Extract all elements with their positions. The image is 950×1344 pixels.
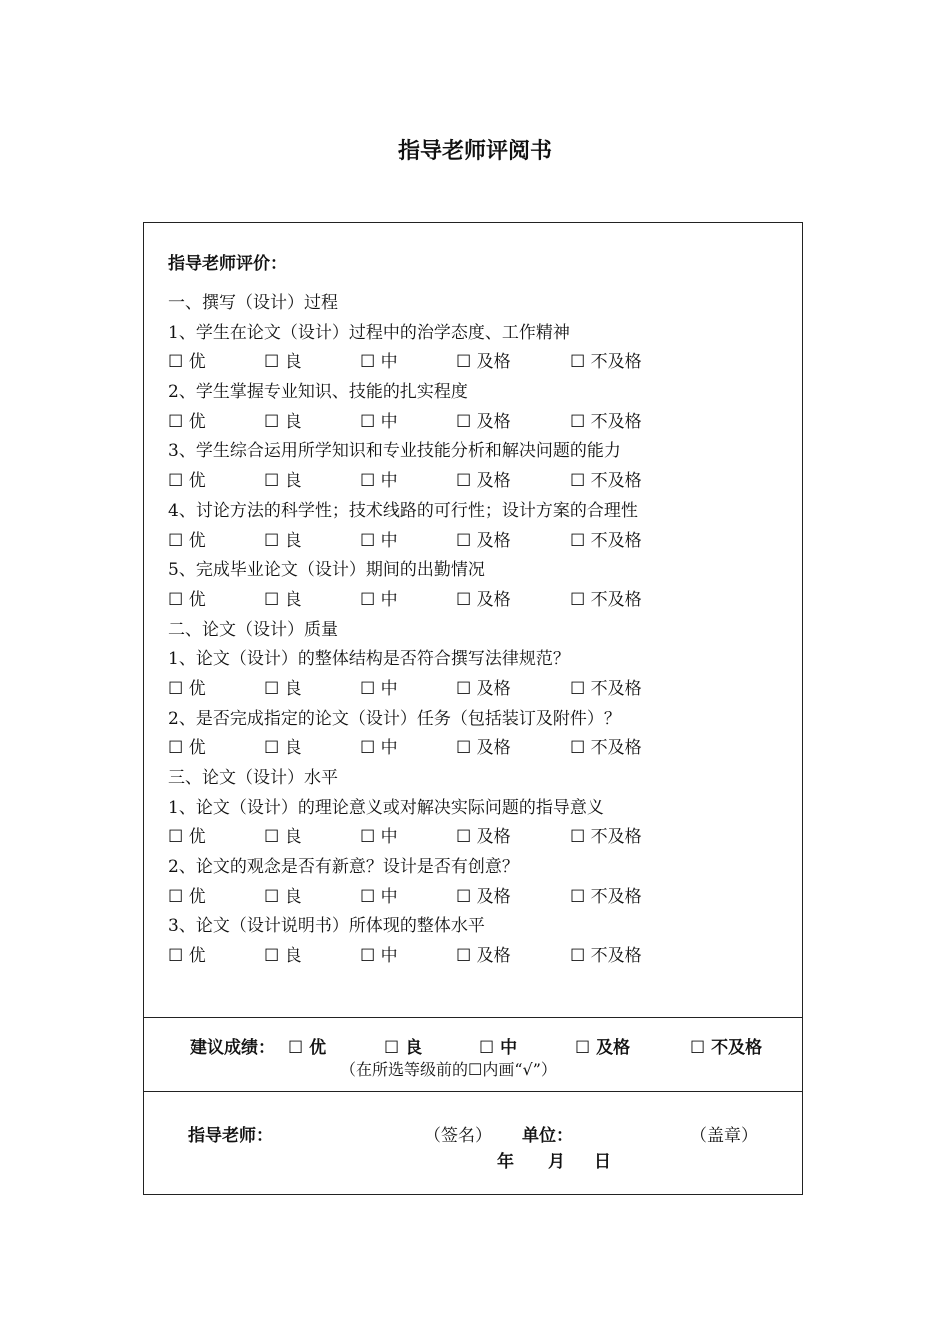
rating-option-label: 中	[380, 946, 398, 967]
checkbox-icon[interactable]: ☐	[360, 738, 376, 759]
rating-option-zhong[interactable]	[360, 883, 398, 913]
checkbox-icon[interactable]: ☐	[570, 589, 586, 610]
rating-option-you[interactable]	[168, 467, 206, 497]
rating-option-bujige[interactable]	[570, 942, 642, 972]
rating-option-label: 优	[188, 530, 206, 551]
rating-option-label: 中	[380, 352, 398, 373]
section-title: 二、论文（设计）质量	[168, 619, 338, 640]
rating-option-liang[interactable]	[264, 883, 302, 913]
rating-option-label: 良	[284, 352, 302, 373]
grade-option-label: 良	[405, 1038, 423, 1058]
checkbox-icon[interactable]: ☐	[360, 886, 376, 907]
checkbox-icon[interactable]: ☐	[264, 471, 280, 492]
rating-options-row	[168, 348, 788, 378]
date-year: 年	[497, 1152, 514, 1172]
section-title: 三、论文（设计）水平	[168, 768, 338, 788]
rating-option-label: 中	[380, 886, 398, 907]
signature-row	[144, 1099, 802, 1195]
checkbox-icon[interactable]: ☐	[456, 471, 472, 492]
rating-option-liang[interactable]	[264, 675, 302, 705]
rating-options-row	[168, 823, 788, 853]
rating-option-jige[interactable]	[456, 942, 511, 972]
rating-option-label: 优	[188, 352, 206, 373]
rating-option-jige[interactable]	[456, 348, 511, 378]
rating-option-liang[interactable]	[264, 586, 302, 616]
rating-option-liang[interactable]	[264, 348, 302, 378]
rating-option-zhong[interactable]	[360, 527, 398, 557]
rating-option-label: 及格	[476, 589, 511, 610]
rating-option-label: 不及格	[590, 471, 642, 492]
rating-option-liang[interactable]	[264, 823, 302, 853]
grade-option-label: 不及格	[711, 1038, 763, 1058]
rating-option-you[interactable]	[168, 348, 206, 378]
rating-option-zhong[interactable]	[360, 408, 398, 438]
rating-option-zhong[interactable]	[360, 586, 398, 616]
rating-option-you[interactable]	[168, 675, 206, 705]
rating-option-bujige[interactable]	[570, 527, 642, 557]
criterion-text: 3、学生综合运用所学知识和专业技能分析和解决问题的能力	[168, 441, 621, 462]
grade-option-you[interactable]: ☐ 优	[288, 1038, 327, 1058]
checkbox-icon[interactable]: ☐	[168, 530, 184, 551]
rating-option-label: 及格	[476, 411, 511, 432]
evaluation-section	[144, 223, 802, 1017]
rating-options-row	[168, 467, 788, 497]
rating-option-label: 中	[380, 589, 398, 610]
checkbox-icon[interactable]: ☐	[456, 827, 472, 848]
rating-option-bujige[interactable]	[570, 823, 642, 853]
criterion-text: 4、讨论方法的科学性；技术线路的可行性；设计方案的合理性	[168, 500, 638, 521]
rating-option-label: 中	[380, 738, 398, 759]
checkbox-icon[interactable]: ☐	[168, 589, 184, 610]
rating-options-row	[168, 883, 788, 913]
checkbox-icon[interactable]: ☐	[360, 678, 376, 699]
checkbox-icon[interactable]: ☐	[456, 411, 472, 432]
checkbox-icon[interactable]: ☐	[264, 678, 280, 699]
page-title: 指导老师评阅书	[397, 139, 552, 164]
checkbox-icon[interactable]: ☐	[264, 411, 280, 432]
rating-option-liang[interactable]	[264, 942, 302, 972]
rating-option-jige[interactable]	[456, 586, 511, 616]
checkbox-icon[interactable]: ☐	[570, 946, 586, 967]
checkbox-icon[interactable]: ☐	[168, 678, 184, 699]
rating-option-jige[interactable]	[456, 675, 511, 705]
rating-option-label: 中	[380, 678, 398, 699]
rating-option-label: 不及格	[590, 738, 642, 759]
checkbox-icon[interactable]: ☐	[570, 352, 586, 373]
grade-option-label: 中	[500, 1038, 518, 1058]
rating-option-you[interactable]	[168, 883, 206, 913]
checkbox-icon[interactable]: ☐	[360, 946, 376, 967]
unit-label: 单位：	[522, 1126, 573, 1146]
rating-option-label: 及格	[476, 352, 511, 373]
checkbox-icon[interactable]: ☐	[168, 411, 184, 432]
rating-option-bujige[interactable]	[570, 467, 642, 497]
checkbox-icon[interactable]: ☐	[360, 589, 376, 610]
date-day: 日	[594, 1152, 611, 1172]
rating-option-you[interactable]	[168, 586, 206, 616]
sign-hint: （签名）	[424, 1126, 492, 1146]
criterion-text: 1、论文（设计）的理论意义或对解决实际问题的指导意义	[168, 797, 604, 818]
rating-option-label: 良	[284, 886, 302, 907]
rating-option-label: 中	[380, 471, 398, 492]
grade-option-jige[interactable]: ☐ 及格	[575, 1038, 631, 1058]
rating-option-label: 优	[188, 678, 206, 699]
checkbox-icon[interactable]: ☐	[456, 589, 472, 610]
rating-option-you[interactable]	[168, 734, 206, 764]
checkbox-icon[interactable]: ☐	[570, 678, 586, 699]
rating-option-you[interactable]	[168, 942, 206, 972]
rating-option-bujige[interactable]	[570, 586, 642, 616]
checkbox-icon[interactable]: ☐	[570, 738, 586, 759]
rating-option-label: 良	[284, 946, 302, 967]
rating-option-label: 良	[284, 738, 302, 759]
rating-option-label: 不及格	[590, 411, 642, 432]
rating-option-liang[interactable]	[264, 408, 302, 438]
checkbox-icon[interactable]: ☐	[168, 827, 184, 848]
rating-option-zhong[interactable]	[360, 942, 398, 972]
grade-label: 建议成绩：	[190, 1038, 275, 1058]
divider	[144, 1091, 802, 1092]
checkbox-icon[interactable]: ☐	[456, 738, 472, 759]
rating-option-label: 中	[380, 827, 398, 848]
rating-option-label: 中	[380, 530, 398, 551]
rating-options-row	[168, 527, 788, 557]
rating-option-zhong[interactable]	[360, 348, 398, 378]
rating-option-bujige[interactable]	[570, 734, 642, 764]
checkbox-icon[interactable]: ☐	[264, 589, 280, 610]
checkbox-icon[interactable]: ☐	[264, 738, 280, 759]
rating-option-label: 不及格	[590, 678, 642, 699]
rating-options-row	[168, 942, 788, 972]
seal-hint: （盖章）	[690, 1126, 758, 1146]
checkbox-icon[interactable]: ☐	[168, 471, 184, 492]
rating-option-label: 良	[284, 827, 302, 848]
grade-option-zhong[interactable]: ☐ 中	[479, 1038, 518, 1058]
rating-option-label: 及格	[476, 738, 511, 759]
rating-options-row	[168, 675, 788, 705]
rating-option-label: 不及格	[590, 589, 642, 610]
checkbox-icon[interactable]: ☐	[168, 352, 184, 373]
checkbox-icon[interactable]: ☐	[456, 678, 472, 699]
rating-option-jige[interactable]	[456, 408, 511, 438]
rating-options-row	[168, 734, 788, 764]
rating-option-you[interactable]	[168, 527, 206, 557]
rating-option-label: 优	[188, 827, 206, 848]
rating-option-label: 优	[188, 471, 206, 492]
rating-options-row	[168, 586, 788, 616]
rating-options-row	[168, 408, 788, 438]
checkbox-icon[interactable]: ☐	[168, 946, 184, 967]
checkbox-icon[interactable]: ☐	[456, 352, 472, 373]
checkbox-icon[interactable]: ☐	[360, 827, 376, 848]
grade-option-liang[interactable]: ☐ 良	[384, 1038, 423, 1058]
date-month: 月	[548, 1152, 565, 1172]
rating-option-label: 优	[188, 411, 206, 432]
checkbox-icon[interactable]: ☐	[264, 352, 280, 373]
rating-option-jige[interactable]	[456, 734, 511, 764]
rating-option-label: 及格	[476, 530, 511, 551]
rating-option-label: 良	[284, 589, 302, 610]
checkbox-icon[interactable]: ☐	[570, 886, 586, 907]
checkbox-icon[interactable]: ☐	[264, 530, 280, 551]
rating-option-jige[interactable]	[456, 527, 511, 557]
rating-option-label: 及格	[476, 471, 511, 492]
checkbox-icon[interactable]: ☐	[456, 886, 472, 907]
rating-option-zhong[interactable]	[360, 675, 398, 705]
criterion-text: 1、论文（设计）的整体结构是否符合撰写法律规范？	[168, 649, 570, 670]
rating-option-label: 良	[284, 678, 302, 699]
rating-option-label: 不及格	[590, 946, 642, 967]
criterion-text: 1、学生在论文（设计）过程中的治学态度、工作精神	[168, 322, 570, 343]
rating-option-bujige[interactable]	[570, 675, 642, 705]
checkbox-icon[interactable]: ☐	[360, 411, 376, 432]
rating-option-label: 优	[188, 589, 206, 610]
evaluation-form	[143, 222, 803, 1195]
evaluation-heading: 指导老师评价：	[168, 254, 287, 274]
rating-option-label: 优	[188, 946, 206, 967]
rating-option-label: 及格	[476, 886, 511, 907]
rating-option-liang[interactable]	[264, 527, 302, 557]
checkbox-icon[interactable]: ☐	[264, 886, 280, 907]
grade-option-label: 及格	[596, 1038, 631, 1058]
checkbox-icon[interactable]: ☐	[360, 530, 376, 551]
rating-option-label: 良	[284, 471, 302, 492]
rating-option-label: 不及格	[590, 886, 642, 907]
rating-option-label: 优	[188, 886, 206, 907]
checkbox-icon[interactable]: ☐	[570, 827, 586, 848]
grade-option-label: 优	[309, 1038, 327, 1058]
rating-option-zhong[interactable]	[360, 734, 398, 764]
rating-option-label: 及格	[476, 827, 511, 848]
suggested-grade-row	[144, 1023, 802, 1097]
rating-option-liang[interactable]	[264, 467, 302, 497]
criterion-text: 2、学生掌握专业知识、技能的扎实程度	[168, 382, 468, 403]
grade-note: （在所选等级前的☐内画“√”）	[340, 1060, 557, 1079]
checkbox-icon[interactable]: ☐	[168, 738, 184, 759]
evaluation-lines	[168, 289, 788, 972]
checkbox-icon[interactable]: ☐	[570, 530, 586, 551]
checkbox-icon[interactable]: ☐	[456, 946, 472, 967]
rating-option-liang[interactable]	[264, 734, 302, 764]
rating-option-bujige[interactable]	[570, 408, 642, 438]
rating-option-you[interactable]	[168, 408, 206, 438]
checkbox-icon[interactable]: ☐	[570, 471, 586, 492]
teacher-label: 指导老师：	[188, 1126, 273, 1146]
rating-option-zhong[interactable]	[360, 467, 398, 497]
rating-option-label: 及格	[476, 678, 511, 699]
rating-option-label: 不及格	[590, 352, 642, 373]
checkbox-icon[interactable]: ☐	[168, 886, 184, 907]
grade-option-bujige[interactable]: ☐ 不及格	[690, 1038, 763, 1058]
rating-option-you[interactable]	[168, 823, 206, 853]
criterion-text: 3、论文（设计说明书）所体现的整体水平	[168, 916, 485, 937]
rating-option-jige[interactable]	[456, 883, 511, 913]
rating-option-label: 中	[380, 411, 398, 432]
rating-option-jige[interactable]	[456, 823, 511, 853]
rating-option-bujige[interactable]	[570, 883, 642, 913]
checkbox-icon[interactable]: ☐	[264, 827, 280, 848]
rating-option-bujige[interactable]	[570, 348, 642, 378]
checkbox-icon[interactable]: ☐	[570, 411, 586, 432]
criterion-text: 2、是否完成指定的论文（设计）任务（包括装订及附件）？	[168, 708, 621, 729]
checkbox-icon[interactable]: ☐	[456, 530, 472, 551]
checkbox-icon[interactable]: ☐	[360, 471, 376, 492]
rating-option-label: 不及格	[590, 530, 642, 551]
rating-option-label: 良	[284, 411, 302, 432]
criterion-text: 5、完成毕业论文（设计）期间的出勤情况	[168, 560, 485, 581]
rating-option-label: 良	[284, 530, 302, 551]
section-title: 一、撰写（设计）过程	[168, 293, 338, 313]
rating-option-jige[interactable]	[456, 467, 511, 497]
rating-option-label: 优	[188, 738, 206, 759]
rating-option-label: 不及格	[590, 827, 642, 848]
checkbox-icon[interactable]: ☐	[360, 352, 376, 373]
rating-option-zhong[interactable]	[360, 823, 398, 853]
checkbox-icon[interactable]: ☐	[264, 946, 280, 967]
divider	[144, 1017, 802, 1018]
rating-option-label: 及格	[476, 946, 511, 967]
criterion-text: 2、论文的观念是否有新意？设计是否有创意？	[168, 857, 519, 878]
